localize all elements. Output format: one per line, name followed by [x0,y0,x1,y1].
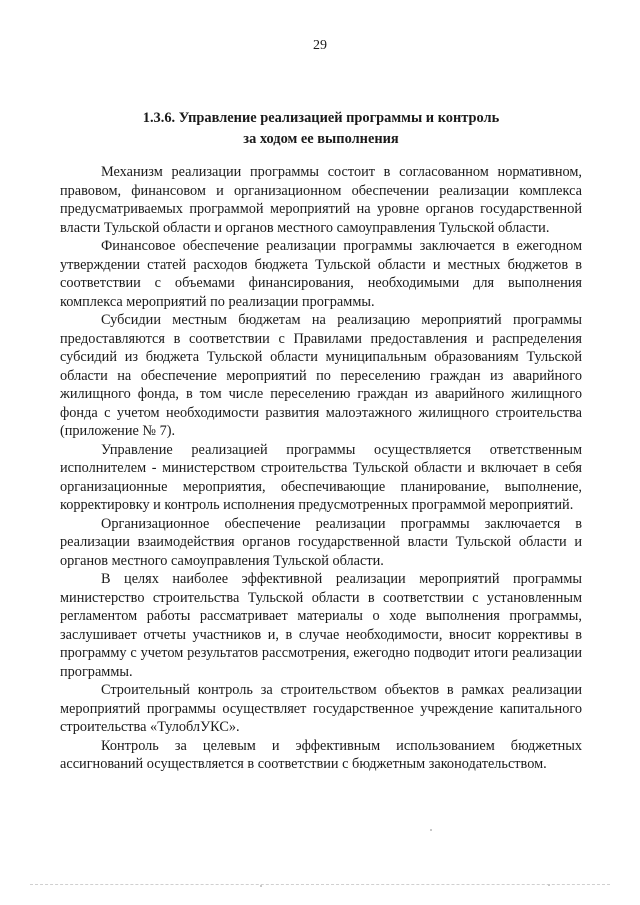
paragraph-financing: Финансовое обеспечение реализации программы заключается в ежегодном утверждении статей расходов бюджета Тульской области и местных бюджетов в соответствии с объемами финансирования, необходимыми для выполнения комплекса мероприятий по реализации программы. [60,238,582,310]
page-number: 29 [313,38,327,53]
section-heading-line-2: за ходом ее выполнения [243,131,399,147]
body-text [60,163,582,774]
paragraph-budget-control: Контроль за целевым и эффективным использованием бюджетных ассигнований осуществляется в соответствии с бюджетным законодательством. [60,737,582,772]
section-heading-line-1: 1.3.6. Управление реализацией программы и контроль [142,110,500,126]
scan-speck [260,885,262,887]
paragraph-efficiency: В целях наиболее эффективной реализации мероприятий программы министерство строительства Тульской области в соответствии с установленным регламентом работы рассматривает материалы о ходе выполнения программы, заслушивает отчеты участников и, в случае необходимости, вносит коррективы в программу с учетом результатов рассмотрения, ежегодно подводит итоги реализации программы. [60,571,582,680]
scan-speck [430,829,432,831]
paragraph-subsidies: Субсидии местным бюджетам на реализацию мероприятий программы предоставляются в соответствии с Правилами предоставления и распределения субсидий из бюджета Тульской области муниципальным образованиям Тульской области на обеспечение мероприятий по переселению граждан из аварийного жилищного фонда, в том числе переселению граждан из аварийного жилищного фонда с учетом необходимости развития малоэтажного жилищного строительства (приложение № 7). [60,312,582,439]
scan-artifact-line [30,884,610,887]
scan-speck [548,884,550,886]
paragraph-management: Управление реализацией программы осуществляется ответственным исполнителем - министерством строительства Тульской области и включает в себя организационные мероприятия, обеспечивающие планирование, выполнение, корректировку и контроль исполнения предусмотренных программой мероприятий. [60,441,582,513]
paragraph-organization: Организационное обеспечение реализации программы заключается в реализации взаимодействия органов государственной власти Тульской области и органов местного самоуправления Тульской области. [60,515,582,569]
paragraph-construction-control: Строительный контроль за строительством объектов в рамках реализации мероприятий программы осуществляет государственное учреждение капитального строительства «ТулоблУКС». [60,682,582,735]
paragraph-mechanism: Механизм реализации программы состоит в согласованном нормативном, правовом, финансовом и организационном обеспечении реализации комплекса предусматриваемых программой мероприятий на уровне органов государственной власти Тульской области и органов местного самоуправления Тульской области. [60,164,582,236]
section-heading [60,108,582,150]
